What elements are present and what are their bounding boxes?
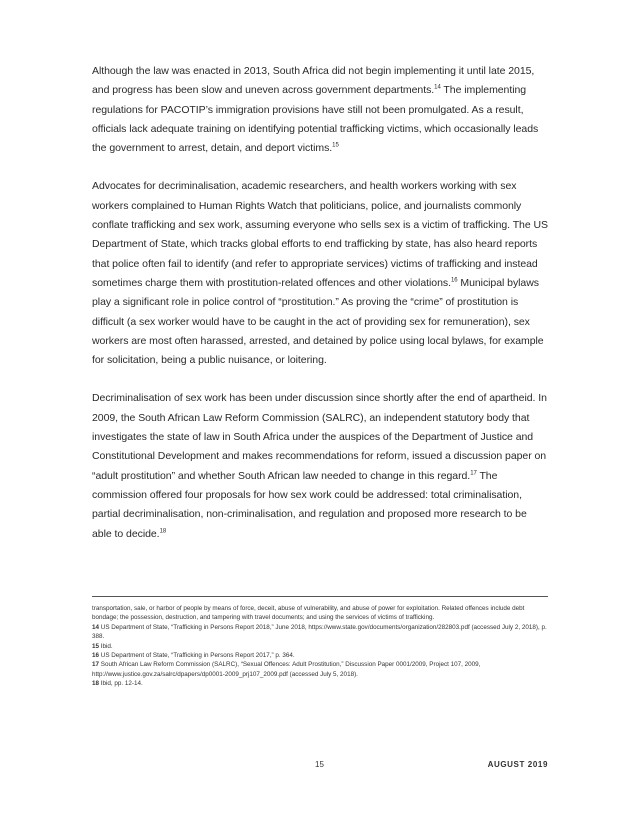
footnote-reference: 15	[332, 142, 339, 149]
paragraph-text: The commission offered four proposals for how sex work could be addressed: total criminalisation, partial decriminalisation, non-criminalisation, and regulation and proposed more research to be able to decide.	[92, 469, 527, 540]
footnote-text: Ibid.	[100, 642, 113, 650]
footnote-divider	[92, 596, 548, 597]
paragraph	[92, 177, 548, 370]
body-text	[92, 62, 548, 563]
footnote-text: US Department of State, “Trafficking in Persons Report 2017,” p. 364.	[100, 652, 295, 660]
paragraph	[92, 389, 548, 543]
footnote-number: 15	[92, 642, 100, 650]
footnote	[92, 660, 548, 679]
footnote-number: 17	[92, 661, 100, 669]
footnote-number: 18	[92, 680, 100, 688]
footnote-text: South African Law Reform Commission (SALRC), “Sexual Offences: Adult Prostitution,” Discussion Paper 0001/2009, Project 107, 2009, http://www.justice.gov.za/salrc/dpapers/dp0001-2009_prj107_2009.pdf (accessed July 5, 2018).	[92, 661, 481, 678]
footnote-text: US Department of State, “Trafficking in Persons Report 2018,” June 2018, https://www.state.gov/documents/organization/282803.pdf (accessed July 2, 2018), p. 388.	[92, 623, 547, 641]
footnote-number: 16	[92, 652, 100, 660]
footnote-reference: 14	[434, 84, 441, 91]
footnote	[92, 651, 548, 660]
footnote-reference: 16	[450, 277, 458, 284]
footnote-text: transportation, sale, or harbor of people by means of force, deceit, abuse of vulnerability, and abuse of power for exploitation. Related offences include debt bondage; the possession, destruction, and tampering with travel documents; and using the services of victims of trafficking.	[92, 605, 525, 622]
page-number: 15	[315, 760, 324, 769]
footnote-reference: 18	[159, 528, 167, 535]
paragraph-text: Advocates for decriminalisation, academic researchers, and health workers working with sex workers complained to Human Rights Watch that politicians, police, and journalists commonly conflate trafficking and sex work, assuming everyone who sells sex is a victim of trafficking. The US Department of State, which tracks global efforts to end trafficking by state, has also heard reports that police often fail to identify (and refer to appropriate services) victims of trafficking and instead sometimes charge them with prostitution-related offences and other violations.	[92, 180, 548, 289]
paragraph-text: The implementing regulations for PACOTIP’s immigration provisions have still not been promulgated. As a result, officials lack adequate training on identifying potential trafficking victims, which occasionally leads the government to arrest, detain, and deport victims.	[92, 84, 539, 155]
footnote-reference: 17	[470, 470, 477, 477]
footnote	[92, 604, 548, 623]
report-date: AUGUST 2019	[487, 760, 548, 769]
footnotes	[92, 604, 548, 689]
paragraph-text: Decriminalisation of sex work has been under discussion since shortly after the end of apartheid. In 2009, the South African Law Reform Commission (SALRC), an independent statutory body that investigates the state of law in South Africa under the auspices of the Department of Justice and Constitutional Development and makes recommendations for reform, issued a discussion paper on “adult prostitution” and whether South African law needed to change in this regard.	[92, 392, 547, 482]
footnote	[92, 679, 548, 688]
paragraph	[92, 62, 548, 158]
paragraph-text: Although the law was enacted in 2013, South Africa did not begin implementing it until late 2015, and progress has been slow and uneven across government departments.	[92, 65, 535, 97]
footnote	[92, 642, 548, 651]
footnote	[92, 623, 548, 642]
footnote-number: 14	[92, 623, 100, 631]
paragraph-text: Municipal bylaws play a significant role in police control of “prostitution.” As proving the “crime” of prostitution is difficult (a sex worker would have to be caught in the act of providing sex for remuneration), sex workers are most often harassed, arrested, and detained by police using local bylaws, for example for solicitation, being a public nuisance, or loitering.	[92, 276, 544, 367]
footnote-text: Ibid, pp. 12-14.	[100, 680, 143, 688]
